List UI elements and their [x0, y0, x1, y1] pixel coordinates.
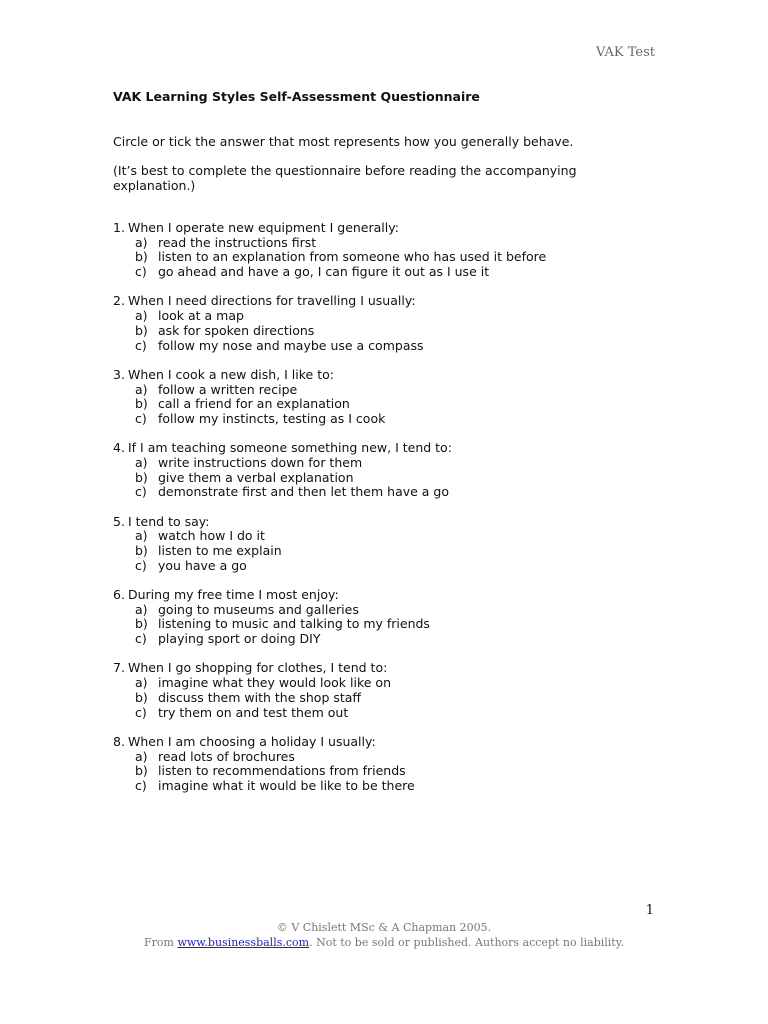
answer-option[interactable]	[113, 383, 673, 398]
question-number: 5.	[113, 513, 125, 529]
question-text: During my free time I most enjoy:	[128, 587, 339, 603]
disclaimer-text: . Not to be sold or published. Authors accept no liability.	[309, 936, 624, 949]
option-text: you have a go	[158, 557, 247, 573]
option-letter: a)	[135, 454, 148, 470]
answer-option[interactable]	[113, 397, 673, 412]
question-number: 4.	[113, 440, 125, 456]
question	[113, 441, 673, 500]
option-letter: a)	[135, 234, 148, 250]
option-text: give them a verbal explanation	[158, 469, 354, 485]
answer-option[interactable]	[113, 339, 673, 354]
option-letter: c)	[135, 410, 147, 426]
answer-option[interactable]	[113, 485, 673, 500]
option-letter: a)	[135, 381, 148, 397]
option-letter: b)	[135, 469, 148, 485]
question-text: When I go shopping for clothes, I tend to:	[128, 660, 388, 676]
option-letter: b)	[135, 396, 148, 412]
option-letter: c)	[135, 631, 147, 647]
answer-option[interactable]	[113, 706, 673, 721]
option-text: ask for spoken directions	[158, 322, 315, 338]
question	[113, 661, 673, 720]
question-text: I tend to say:	[128, 513, 210, 529]
answer-option[interactable]	[113, 265, 673, 280]
answer-option[interactable]	[113, 471, 673, 486]
question-text: When I need directions for travelling I usually:	[128, 293, 416, 309]
option-letter: b)	[135, 616, 148, 632]
option-letter: b)	[135, 763, 148, 779]
option-text: imagine what it would be like to be there	[158, 777, 415, 793]
option-text: go ahead and have a go, I can figure it out as I use it	[158, 264, 490, 280]
answer-option[interactable]	[113, 529, 673, 544]
question-number: 1.	[113, 220, 125, 235]
option-text: try them on and test them out	[158, 704, 349, 720]
answer-option[interactable]	[113, 559, 673, 574]
answer-option[interactable]	[113, 676, 673, 691]
option-text: write instructions down for them	[158, 454, 363, 470]
instruction-note: (It’s best to complete the questionnaire before reading the accompanying explanation.)	[113, 163, 577, 193]
question-number: 7.	[113, 660, 125, 676]
answer-option[interactable]	[113, 617, 673, 632]
question-number: 3.	[113, 366, 125, 382]
copyright-line: © V Chislett MSc & A Chapman 2005.	[276, 921, 492, 934]
option-letter: c)	[135, 337, 147, 353]
question-text: When I am choosing a holiday I usually:	[128, 733, 376, 749]
option-text: listen to me explain	[158, 543, 282, 559]
answer-option[interactable]	[113, 324, 673, 339]
option-text: listening to music and talking to my friends	[158, 616, 430, 632]
question-number: 6.	[113, 587, 125, 603]
answer-option[interactable]	[113, 764, 673, 779]
question	[113, 588, 673, 647]
answer-option[interactable]	[113, 691, 673, 706]
option-text: call a friend for an explanation	[158, 396, 350, 412]
option-letter: c)	[135, 777, 147, 793]
document-title: VAK Learning Styles Self-Assessment Questionnaire	[113, 89, 480, 104]
question-number: 8.	[113, 733, 125, 749]
option-text: imagine what they would look like on	[158, 675, 391, 691]
option-text: watch how I do it	[158, 528, 265, 544]
answer-option[interactable]	[113, 456, 673, 471]
option-text: follow my nose and maybe use a compass	[158, 337, 424, 353]
option-letter: a)	[135, 601, 148, 617]
question-text: If I am teaching someone something new, I tend to:	[128, 440, 452, 456]
option-letter: a)	[135, 528, 148, 544]
option-letter: b)	[135, 543, 148, 559]
instruction-text: Circle or tick the answer that most represents how you generally behave.	[113, 134, 574, 149]
option-text: discuss them with the shop staff	[158, 689, 362, 705]
answer-option[interactable]	[113, 236, 673, 251]
option-letter: a)	[135, 308, 148, 324]
answer-option[interactable]	[113, 750, 673, 765]
option-letter: c)	[135, 484, 147, 500]
option-text: read the instructions first	[158, 234, 317, 250]
running-header: VAK Test	[596, 45, 655, 60]
page-footer	[0, 920, 768, 950]
option-letter: c)	[135, 264, 147, 280]
answer-option[interactable]	[113, 603, 673, 618]
option-text: follow a written recipe	[158, 381, 298, 397]
option-letter: b)	[135, 249, 148, 265]
question	[113, 368, 673, 427]
question	[113, 221, 673, 280]
question-number: 2.	[113, 293, 125, 309]
option-text: listen to recommendations from friends	[158, 763, 406, 779]
answer-option[interactable]	[113, 632, 673, 647]
question-text: When I cook a new dish, I like to:	[128, 366, 334, 382]
source-line	[0, 935, 768, 950]
answer-option[interactable]	[113, 544, 673, 559]
option-text: going to museums and galleries	[158, 601, 359, 617]
businessballs-link[interactable]: www.businessballs.com	[177, 936, 310, 949]
option-letter: c)	[135, 557, 147, 573]
option-text: read lots of brochures	[158, 748, 295, 764]
option-letter: a)	[135, 675, 148, 691]
question	[113, 515, 673, 574]
answer-option[interactable]	[113, 250, 673, 265]
source-prefix: From	[144, 936, 174, 949]
option-letter: c)	[135, 704, 147, 720]
page-number: 1	[645, 903, 654, 918]
option-letter: a)	[135, 748, 148, 764]
answer-option[interactable]	[113, 412, 673, 427]
answer-option[interactable]	[113, 309, 673, 324]
option-text: follow my instincts, testing as I cook	[158, 410, 386, 426]
question-list	[113, 221, 673, 808]
option-text: listen to an explanation from someone who has used it before	[158, 249, 547, 265]
question-text: When I operate new equipment I generally:	[128, 220, 399, 235]
question	[113, 735, 673, 794]
option-text: demonstrate first and then let them have a go	[158, 484, 450, 500]
option-text: look at a map	[158, 308, 244, 324]
question	[113, 294, 673, 353]
answer-option[interactable]	[113, 779, 673, 794]
option-letter: b)	[135, 689, 148, 705]
option-letter: b)	[135, 322, 148, 338]
option-text: playing sport or doing DIY	[158, 631, 321, 647]
